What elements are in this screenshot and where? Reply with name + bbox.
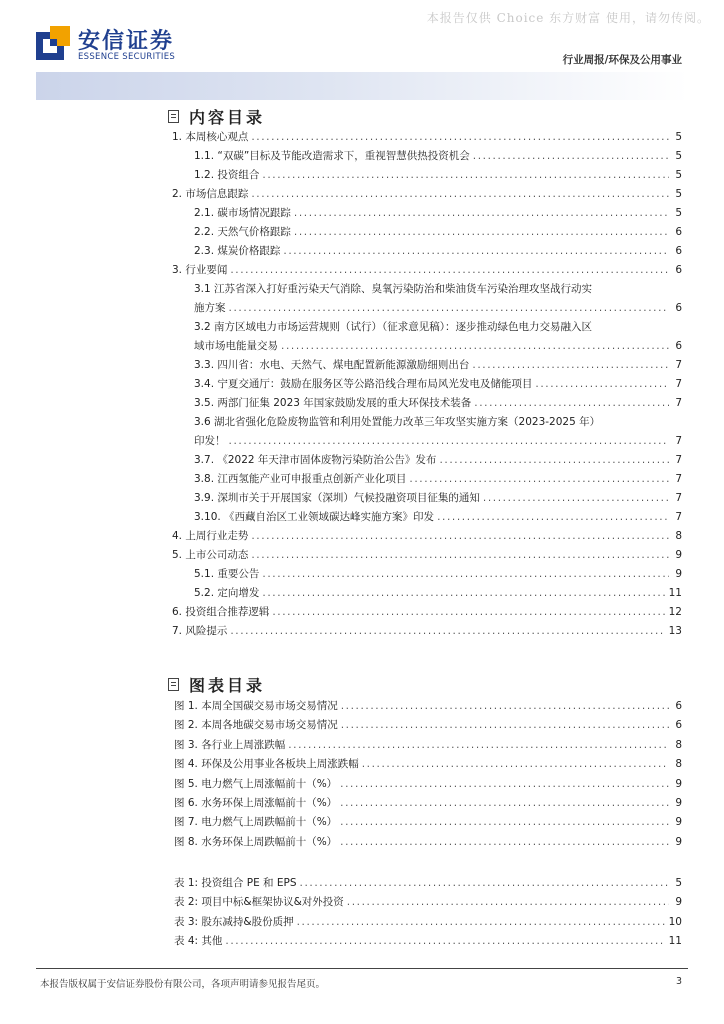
toc-entry-label: 3.7. 《2022 年天津市固体废物污染防治公告》发布 — [194, 454, 437, 466]
toc-entry[interactable] — [174, 796, 682, 810]
toc-entry[interactable] — [194, 301, 682, 315]
toc-entry-page: 13 — [668, 625, 682, 637]
leader-dots — [225, 934, 665, 948]
toc-entry-page: 5 — [675, 877, 682, 889]
toc-entry-label: 1.2. 投资组合 — [194, 169, 260, 181]
leader-dots — [281, 339, 669, 353]
toc-entry-label: 图 1. 本周全国碳交易市场交易情况 — [174, 700, 338, 712]
toc-entry[interactable] — [194, 149, 682, 163]
leader-dots — [262, 168, 669, 182]
toc-entry[interactable] — [194, 586, 682, 600]
toc-entry-label: 3.5. 两部门征集 2023 年国家鼓励发展的重大环保技术装备 — [194, 397, 472, 409]
toc-entry[interactable] — [194, 567, 682, 581]
toc-entry-page: 5 — [675, 150, 682, 162]
toc-entry-label: 3.9. 深圳市关于开展国家（深圳）气候投融资项目征集的通知 — [194, 492, 480, 504]
logo-name-en: ESSENCE SECURITIES — [78, 52, 176, 62]
leader-dots — [294, 225, 669, 239]
toc-entry-label: 2.3. 煤炭价格跟踪 — [194, 245, 281, 257]
toc-entry-page: 7 — [675, 454, 682, 466]
toc-entry-label: 图 2. 本周各地碳交易市场交易情况 — [174, 719, 338, 731]
toc-entry-page: 7 — [675, 397, 682, 409]
toc-entry[interactable] — [174, 815, 682, 829]
leader-dots — [262, 567, 669, 581]
toc-entry-label: 图 3. 各行业上周涨跌幅 — [174, 739, 286, 751]
toc-entry-label: 图 8. 水务环保上周跌幅前十（%） — [174, 836, 338, 848]
toc-entry-page: 6 — [675, 340, 682, 352]
document-icon — [168, 110, 179, 123]
leader-dots — [251, 130, 669, 144]
leader-dots — [340, 796, 669, 810]
toc-entry[interactable] — [194, 339, 682, 353]
toc-entry[interactable] — [194, 168, 682, 182]
toc-entry[interactable] — [174, 934, 682, 948]
toc-entry[interactable] — [174, 876, 682, 890]
toc-entry[interactable] — [194, 377, 682, 391]
toc-entry-label: 印发！ — [194, 435, 226, 447]
watermark-text: 本报告仅供 Choice 东方财富 使用，请勿传阅。 — [426, 11, 710, 25]
toc-entry-label: 表 4: 其他 — [174, 935, 223, 947]
toc-entry-page: 6 — [675, 264, 682, 276]
toc-entry-label: 1. 本周核心观点 — [172, 131, 249, 143]
contents-title-text: 内容目录 — [189, 108, 266, 127]
toc-entry-label: 施方案 — [194, 302, 226, 314]
leader-dots — [230, 263, 669, 277]
header-band — [36, 72, 688, 100]
toc-entry-label: 图 5. 电力燃气上周涨幅前十（%） — [174, 778, 338, 790]
company-logo — [36, 24, 236, 64]
toc-entry-page: 8 — [675, 739, 682, 751]
toc-entry-label: 表 2: 项目中标&框架协议&对外投资 — [174, 896, 344, 908]
page-number: 3 — [675, 976, 682, 987]
toc-entry[interactable] — [174, 915, 682, 929]
toc-entry[interactable] — [194, 396, 682, 410]
toc-entry-label: 3.4. 宁夏交通厅：鼓励在服务区等公路沿线合理布局风光发电及储能项目 — [194, 378, 533, 390]
toc-entry[interactable] — [194, 472, 682, 486]
toc-entry[interactable] — [172, 187, 682, 201]
toc-entry-page: 6 — [675, 700, 682, 712]
toc-entry-label: 2.2. 天然气价格跟踪 — [194, 226, 291, 238]
toc-entry[interactable] — [194, 434, 682, 448]
toc-entry-label: 4. 上周行业走势 — [172, 530, 249, 542]
leader-dots — [272, 605, 665, 619]
toc-entry-page: 9 — [675, 778, 682, 790]
toc-entry-label: 域市场电能量交易 — [194, 340, 278, 352]
toc-entry-page: 7 — [675, 473, 682, 485]
document-icon — [168, 678, 179, 691]
leader-dots — [251, 529, 669, 543]
figures-title — [168, 673, 265, 696]
leader-dots — [340, 815, 669, 829]
leader-dots — [300, 876, 669, 890]
toc-entry-page: 11 — [668, 587, 682, 599]
toc-entry[interactable] — [194, 225, 682, 239]
toc-entry-page: 11 — [668, 935, 682, 947]
toc-entry-page: 5 — [675, 207, 682, 219]
leader-dots — [288, 738, 669, 752]
leader-dots — [347, 895, 669, 909]
logo-mark-icon — [36, 26, 70, 60]
footer-divider — [36, 968, 688, 969]
toc-entry[interactable] — [194, 491, 682, 505]
toc-entry-label: 1.1. “双碳”目标及节能改造需求下，重视智慧供热投资机会 — [194, 150, 470, 162]
toc-entry[interactable] — [172, 605, 682, 619]
toc-entry-page: 6 — [675, 302, 682, 314]
toc-entry-label: 5. 上市公司动态 — [172, 549, 249, 561]
leader-dots — [340, 835, 669, 849]
toc-entry-label: 2. 市场信息跟踪 — [172, 188, 249, 200]
leader-dots — [297, 915, 666, 929]
toc-entry-label: 图 6. 水务环保上周涨幅前十（%） — [174, 797, 338, 809]
toc-entry-page: 12 — [668, 606, 682, 618]
toc-entry-page: 7 — [675, 359, 682, 371]
leader-dots — [294, 206, 669, 220]
toc-entry-page: 9 — [675, 836, 682, 848]
toc-entry-label: 5.2. 定向增发 — [194, 587, 260, 599]
toc-entry[interactable] — [174, 895, 682, 909]
leader-dots — [251, 548, 669, 562]
toc-entry[interactable] — [194, 206, 682, 220]
toc-entry[interactable] — [174, 777, 682, 791]
leader-dots — [229, 434, 670, 448]
toc-entry[interactable] — [172, 130, 682, 144]
toc-entry[interactable] — [194, 358, 682, 372]
toc-entry-page: 6 — [675, 226, 682, 238]
toc-entry-page: 9 — [675, 568, 682, 580]
toc-entry[interactable] — [174, 835, 682, 849]
toc-entry-line[interactable]: 3.2 南方区域电力市场运营规则（试行）（征求意见稿）：逐步推动绿色电力交易融入区 — [194, 321, 593, 333]
toc-entry[interactable] — [172, 263, 682, 277]
toc-entry-page: 10 — [668, 916, 682, 928]
toc-entry-label: 图 4. 环保及公用事业各板块上周涨跌幅 — [174, 758, 359, 770]
leader-dots — [439, 453, 669, 467]
leader-dots — [262, 586, 665, 600]
toc-entry-page: 6 — [675, 719, 682, 731]
toc-entry-page: 5 — [675, 188, 682, 200]
leader-dots — [483, 491, 669, 505]
leader-dots — [472, 358, 669, 372]
toc-entry[interactable] — [194, 453, 682, 467]
toc-entry-label: 3. 行业要闻 — [172, 264, 228, 276]
leader-dots — [230, 624, 665, 638]
leader-dots — [473, 149, 669, 163]
toc-entry-label: 7. 风险提示 — [172, 625, 228, 637]
toc-entry-label: 图 7. 电力燃气上周跌幅前十（%） — [174, 816, 338, 828]
toc-entry[interactable] — [174, 757, 682, 771]
toc-entry-page: 7 — [675, 492, 682, 504]
toc-entry-label: 3.10. 《西藏自治区工业领域碳达峰实施方案》印发 — [194, 511, 435, 523]
toc-entry-page: 9 — [675, 896, 682, 908]
toc-entry-line[interactable]: 3.6 湖北省强化危险废物监管和利用处置能力改革三年攻坚实施方案（2023-2025 年） — [194, 416, 601, 428]
leader-dots — [362, 757, 669, 771]
toc-entry-page: 9 — [675, 797, 682, 809]
toc-entry-label: 3.3. 四川省：水电、天然气、煤电配置新能源激励细则出台 — [194, 359, 470, 371]
leader-dots — [535, 377, 669, 391]
toc-entry[interactable] — [172, 624, 682, 638]
toc-entry-page: 7 — [675, 511, 682, 523]
leader-dots — [251, 187, 669, 201]
report-type: 行业周报/环保及公用事业 — [562, 54, 682, 66]
toc-entry-label: 2.1. 碳市场情况跟踪 — [194, 207, 291, 219]
toc-entry[interactable] — [172, 548, 682, 562]
toc-entry-page: 9 — [675, 549, 682, 561]
toc-entry-page: 6 — [675, 245, 682, 257]
leader-dots — [437, 510, 669, 524]
toc-entry-page: 7 — [675, 378, 682, 390]
toc-entry[interactable] — [174, 738, 682, 752]
contents-title — [168, 105, 265, 128]
toc-entry-page: 8 — [675, 758, 682, 770]
leader-dots — [340, 777, 669, 791]
leader-dots — [283, 244, 669, 258]
toc-entry[interactable] — [194, 244, 682, 258]
toc-entry-page: 7 — [675, 435, 682, 447]
toc-entry-line[interactable]: 3.1 江苏省深入打好重污染天气消除、臭氧污染防治和柴油货车污染治理攻坚战行动实 — [194, 283, 593, 295]
leader-dots — [409, 472, 669, 486]
toc-entry[interactable] — [194, 510, 682, 524]
leader-dots — [474, 396, 669, 410]
toc-entry-label: 5.1. 重要公告 — [194, 568, 260, 580]
toc-entry[interactable] — [172, 529, 682, 543]
leader-dots — [229, 301, 670, 315]
toc-entry-page: 9 — [675, 816, 682, 828]
leader-dots — [341, 718, 669, 732]
toc-entry-label: 表 3: 股东减持&股份质押 — [174, 916, 294, 928]
toc-entry[interactable] — [174, 718, 682, 732]
figures-title-text: 图表目录 — [189, 676, 266, 695]
toc-entry-page: 5 — [675, 131, 682, 143]
leader-dots — [341, 699, 669, 713]
logo-name-cn: 安信证券 — [78, 29, 175, 54]
toc-entry-label: 6. 投资组合推荐逻辑 — [172, 606, 270, 618]
toc-entry-page: 8 — [675, 530, 682, 542]
toc-entry-label: 3.8. 江西氢能产业可申报重点创新产业化项目 — [194, 473, 407, 485]
footer-disclaimer: 本报告版权属于安信证券股份有限公司，各项声明请参见报告尾页。 — [40, 979, 326, 990]
toc-entry[interactable] — [174, 699, 682, 713]
toc-entry-label: 表 1: 投资组合 PE 和 EPS — [174, 877, 297, 889]
toc-entry-page: 5 — [675, 169, 682, 181]
